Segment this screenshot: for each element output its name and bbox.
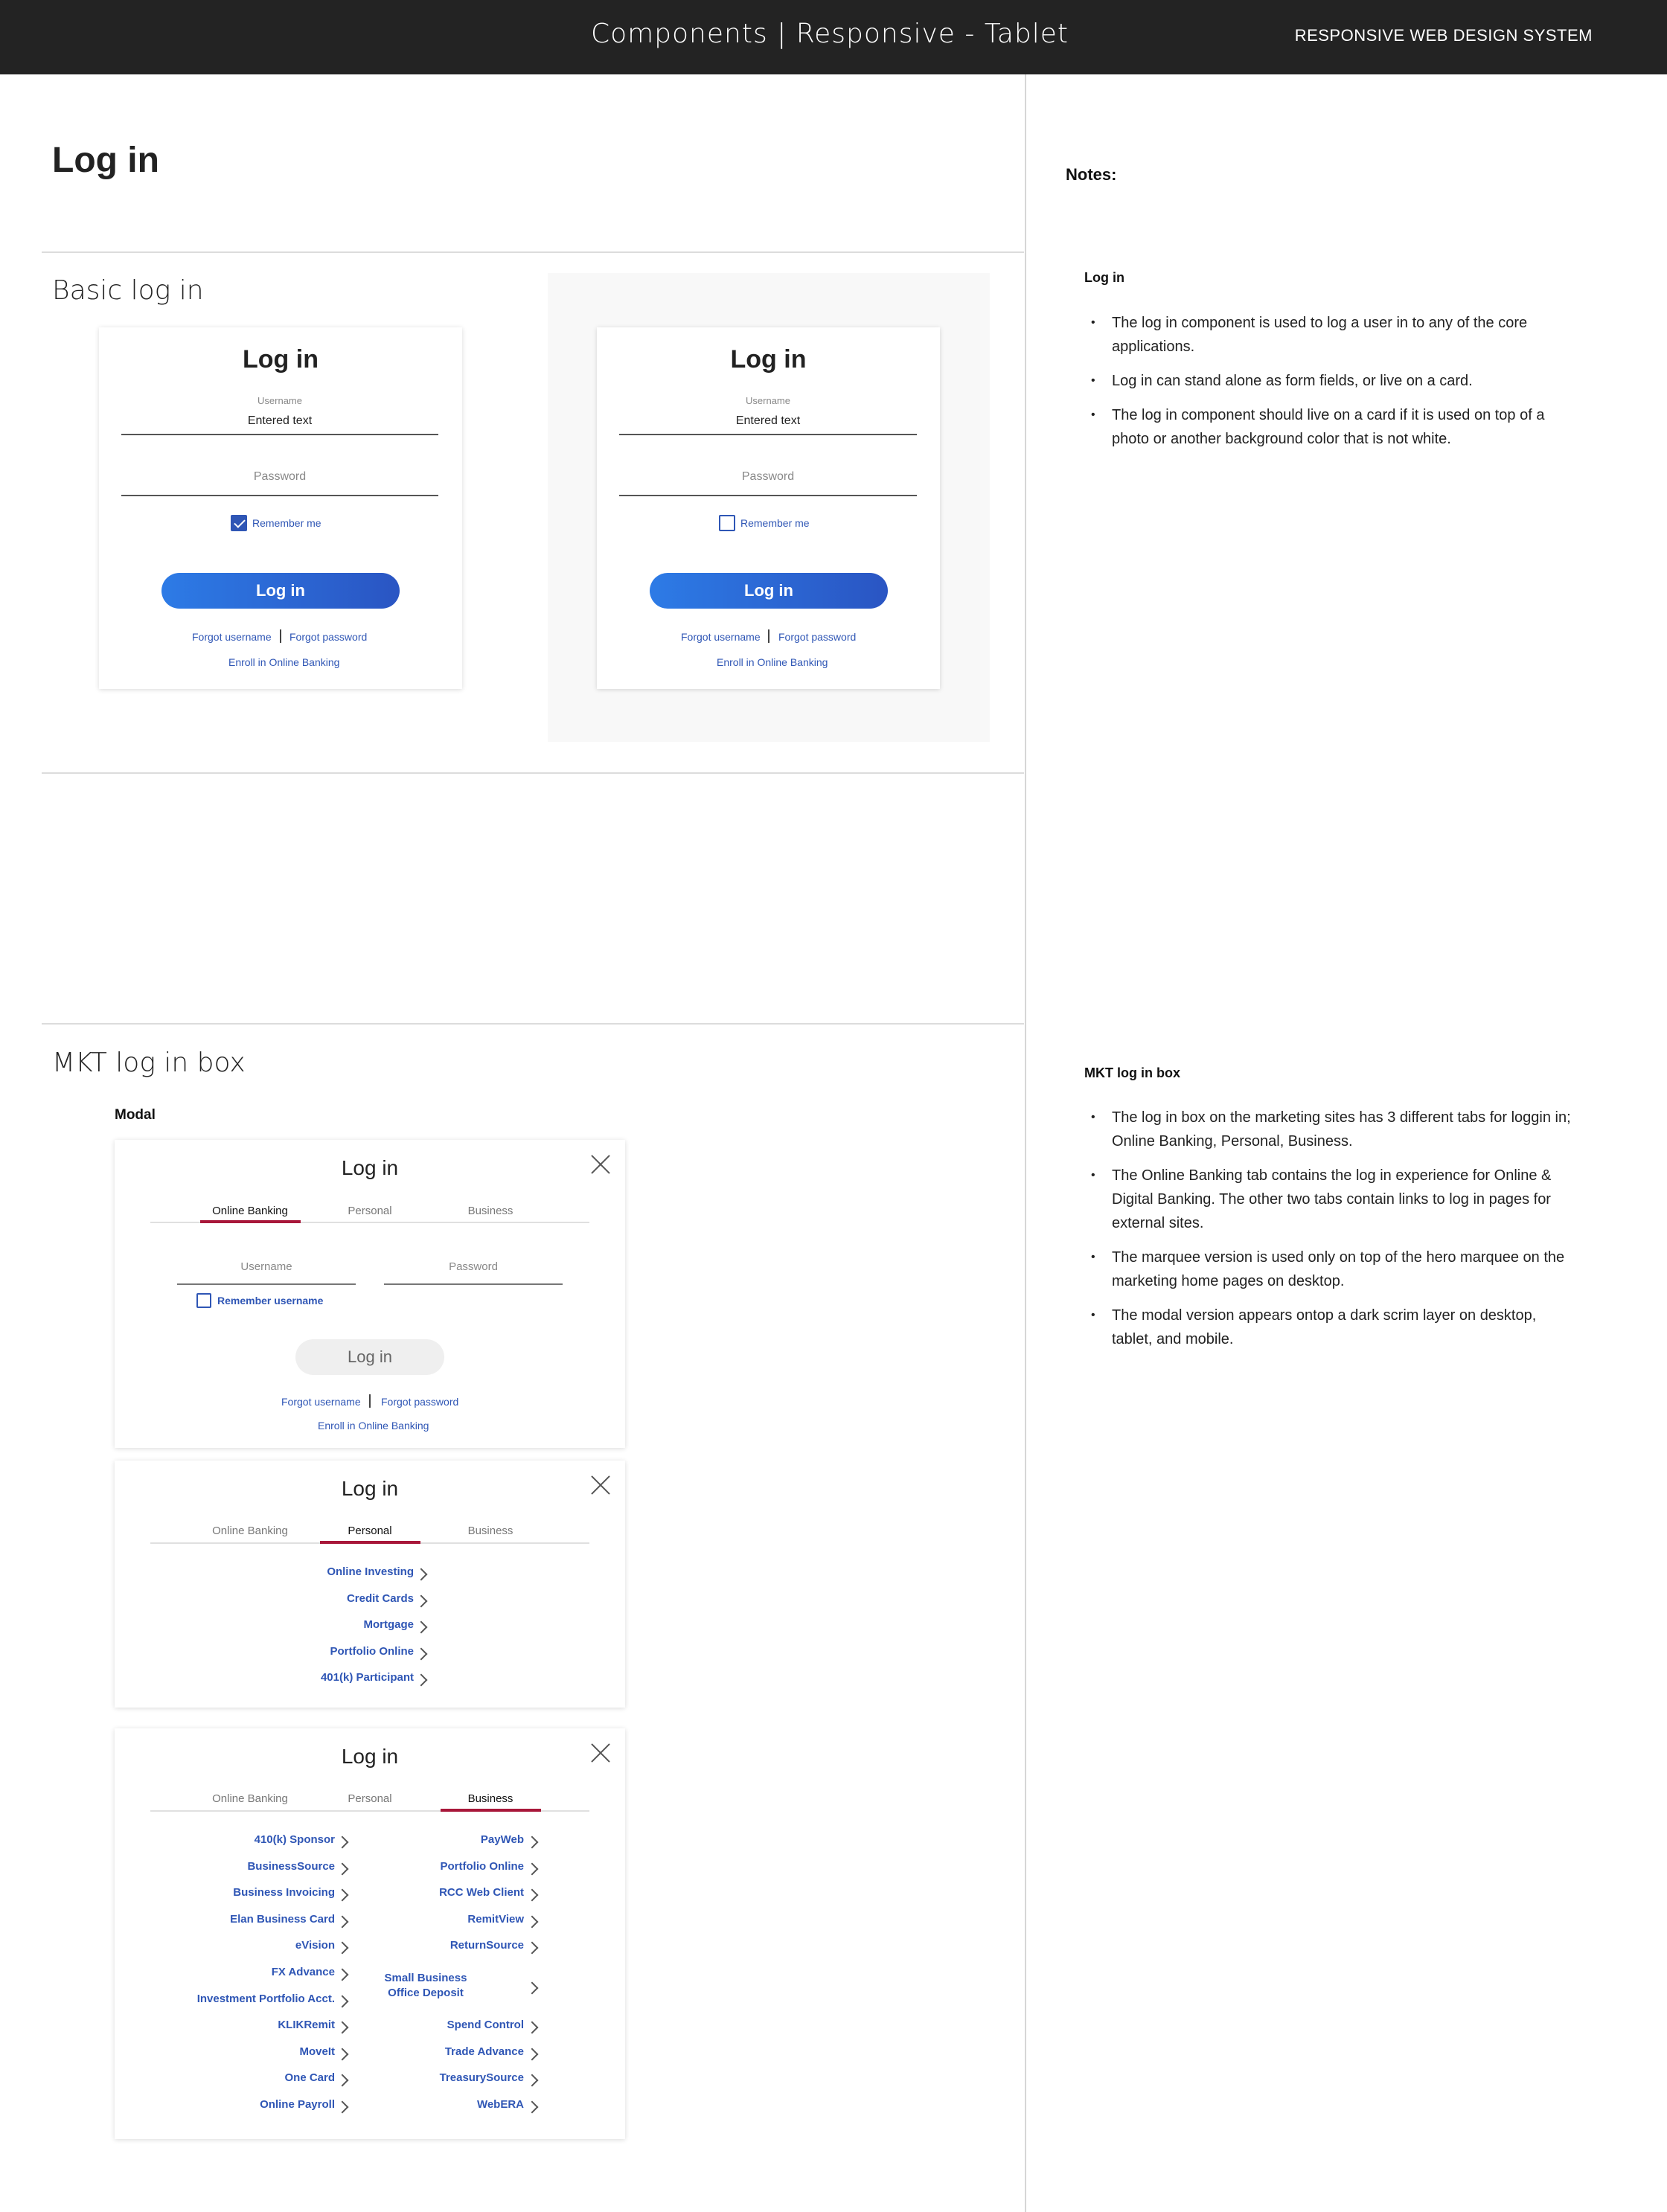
forgot-username-link[interactable]: Forgot username bbox=[681, 631, 761, 643]
login-modal-online-banking bbox=[115, 1140, 625, 1448]
forgot-username-link[interactable]: Forgot username bbox=[192, 631, 272, 643]
tab-online-banking[interactable]: Online Banking bbox=[212, 1525, 288, 1537]
link-credit-cards[interactable]: Credit Cards bbox=[346, 1592, 414, 1605]
tab-selected-indicator bbox=[320, 1541, 420, 1544]
username-input[interactable]: Entered text bbox=[735, 414, 801, 427]
username-label: Username bbox=[257, 395, 302, 406]
username-label: Username bbox=[746, 395, 790, 406]
tab-selected-indicator bbox=[200, 1220, 301, 1223]
chevron-right-icon bbox=[415, 1648, 428, 1661]
close-icon[interactable] bbox=[591, 1155, 610, 1174]
remember-me-checkbox[interactable] bbox=[231, 515, 247, 531]
header-title: Components | Responsive - Tablet bbox=[590, 19, 1069, 49]
tab-selected-indicator bbox=[441, 1809, 541, 1812]
forgot-password-link[interactable]: Forgot password bbox=[289, 631, 368, 643]
chevron-right-icon bbox=[526, 1863, 539, 1876]
login-modal-business bbox=[115, 1728, 625, 2139]
tab-personal[interactable]: Personal bbox=[348, 1205, 392, 1217]
business-link[interactable]: MoveIt bbox=[299, 2045, 335, 2058]
business-link[interactable]: FX Advance bbox=[271, 1966, 335, 1978]
notes-login-title: Log in bbox=[1084, 270, 1124, 285]
modal-label: Modal bbox=[115, 1107, 156, 1123]
chevron-right-icon bbox=[526, 1916, 539, 1929]
username-underline bbox=[619, 434, 917, 435]
note-item: • The log in box on the marketing sites has 3 different tabs for loggin in; Online Banking, Personal, Business. bbox=[1091, 1106, 1575, 1153]
chevron-right-icon bbox=[526, 1889, 539, 1902]
enroll-link[interactable]: Enroll in Online Banking bbox=[717, 656, 828, 668]
note-item: • The modal version appears ontop a dark scrim layer on desktop, tablet, and mobile. bbox=[1091, 1304, 1575, 1351]
chevron-right-icon bbox=[415, 1568, 428, 1581]
tab-personal[interactable]: Personal bbox=[348, 1525, 392, 1537]
login-card bbox=[597, 327, 940, 689]
link-separator bbox=[280, 629, 281, 643]
modal-title: Log in bbox=[341, 1745, 399, 1768]
chevron-right-icon bbox=[526, 2022, 539, 2034]
modal-title: Log in bbox=[341, 1156, 399, 1179]
tab-personal[interactable]: Personal bbox=[348, 1792, 392, 1805]
username-underline bbox=[177, 1283, 356, 1285]
enroll-link[interactable]: Enroll in Online Banking bbox=[318, 1420, 429, 1432]
business-link[interactable]: KLIKRemit bbox=[278, 2019, 335, 2031]
username-input[interactable]: Entered text bbox=[247, 414, 313, 427]
business-link[interactable]: Office Deposit bbox=[388, 1987, 464, 1999]
business-link[interactable]: Business Invoicing bbox=[233, 1886, 335, 1899]
chevron-right-icon bbox=[526, 2101, 539, 2114]
modal-title: Log in bbox=[341, 1477, 399, 1500]
business-link[interactable]: BusinessSource bbox=[247, 1860, 335, 1873]
tab-business[interactable]: Business bbox=[467, 1525, 513, 1537]
notes-mkt-list bbox=[1091, 1106, 1575, 1362]
remember-me-label: Remember me bbox=[252, 517, 321, 529]
note-item: • The marquee version is used only on top of the hero marquee on the marketing home pages on desktop. bbox=[1091, 1246, 1575, 1293]
business-link[interactable]: Portfolio Online bbox=[440, 1860, 524, 1873]
chevron-right-icon bbox=[415, 1674, 428, 1687]
business-link[interactable]: RCC Web Client bbox=[439, 1886, 524, 1899]
password-underline bbox=[121, 495, 438, 496]
close-icon[interactable] bbox=[591, 1475, 610, 1495]
note-item: • The log in component is used to log a user in to any of the core applications. bbox=[1091, 311, 1575, 359]
link-online-investing[interactable]: Online Investing bbox=[327, 1565, 414, 1578]
notes-heading: Notes: bbox=[1066, 165, 1117, 184]
divider bbox=[42, 772, 1024, 774]
top-bar bbox=[0, 0, 1667, 74]
business-link[interactable]: Investment Portfolio Acct. bbox=[196, 1993, 335, 2005]
password-input[interactable]: Password bbox=[741, 470, 795, 483]
business-link[interactable]: Trade Advance bbox=[444, 2045, 524, 2058]
password-input[interactable]: Password bbox=[253, 470, 307, 483]
business-link[interactable]: eVision bbox=[295, 1939, 335, 1952]
business-link[interactable]: 410(k) Sponsor bbox=[254, 1833, 335, 1846]
chevron-right-icon bbox=[526, 1982, 539, 1995]
enroll-link[interactable]: Enroll in Online Banking bbox=[228, 656, 340, 668]
forgot-username-link[interactable]: Forgot username bbox=[281, 1396, 361, 1408]
link-separator bbox=[768, 629, 769, 643]
chevron-right-icon bbox=[415, 1621, 428, 1634]
business-link[interactable]: Online Payroll bbox=[260, 2098, 335, 2111]
remember-me-checkbox[interactable] bbox=[719, 515, 735, 531]
divider bbox=[42, 1023, 1024, 1025]
forgot-password-link[interactable]: Forgot password bbox=[778, 631, 857, 643]
chevron-right-icon bbox=[415, 1595, 428, 1608]
username-input[interactable]: Username bbox=[240, 1260, 292, 1273]
username-underline bbox=[121, 434, 438, 435]
chevron-right-icon bbox=[526, 2074, 539, 2087]
tab-online-banking[interactable]: Online Banking bbox=[212, 1205, 288, 1217]
business-link[interactable]: One Card bbox=[284, 2071, 335, 2084]
business-link[interactable]: Elan Business Card bbox=[230, 1913, 335, 1926]
remember-me-label: Remember me bbox=[740, 517, 810, 529]
link-401k-participant[interactable]: 401(k) Participant bbox=[320, 1671, 414, 1684]
password-underline bbox=[619, 495, 917, 496]
password-input[interactable]: Password bbox=[449, 1260, 498, 1273]
forgot-password-link[interactable]: Forgot password bbox=[381, 1396, 459, 1408]
card-title: Log in bbox=[730, 345, 807, 374]
page-title: Log in bbox=[52, 141, 159, 180]
chevron-right-icon bbox=[526, 2048, 539, 2061]
login-card bbox=[99, 327, 462, 689]
link-separator bbox=[369, 1394, 371, 1408]
login-modal-personal bbox=[115, 1461, 625, 1708]
link-portfolio-online[interactable]: Portfolio Online bbox=[330, 1645, 414, 1658]
note-item: • Log in can stand alone as form fields, or live on a card. bbox=[1091, 369, 1575, 393]
divider bbox=[42, 251, 1024, 253]
login-button[interactable]: Log in bbox=[650, 573, 888, 609]
section-title-mkt: MKT log in box bbox=[52, 1048, 246, 1078]
link-mortgage[interactable]: Mortgage bbox=[363, 1618, 414, 1631]
section-title-basic: Basic log in bbox=[52, 275, 204, 306]
close-icon[interactable] bbox=[591, 1743, 610, 1763]
tab-online-banking[interactable]: Online Banking bbox=[212, 1792, 288, 1805]
tab-business[interactable]: Business bbox=[467, 1205, 513, 1217]
note-item: • The Online Banking tab contains the log in experience for Online & Digital Banking. The other two tabs contain links to log in pages for external sites. bbox=[1091, 1164, 1575, 1235]
business-link[interactable]: Spend Control bbox=[447, 2019, 524, 2031]
chevron-right-icon bbox=[526, 1942, 539, 1955]
remember-username-checkbox[interactable] bbox=[196, 1293, 211, 1308]
business-link[interactable]: PayWeb bbox=[480, 1833, 524, 1846]
login-button[interactable]: Log in bbox=[295, 1339, 444, 1375]
business-link[interactable]: WebERA bbox=[476, 2098, 524, 2111]
login-button[interactable]: Log in bbox=[161, 573, 400, 609]
remember-username-label: Remember username bbox=[217, 1295, 324, 1307]
note-item: • The log in component should live on a card if it is used on top of a photo or another background color that is not white. bbox=[1091, 403, 1575, 451]
tab-business[interactable]: Business bbox=[467, 1792, 513, 1805]
notes-mkt-title: MKT log in box bbox=[1084, 1065, 1180, 1080]
password-underline bbox=[384, 1283, 563, 1285]
business-link[interactable]: ReturnSource bbox=[449, 1939, 524, 1952]
business-link[interactable]: RemitView bbox=[467, 1913, 524, 1926]
business-link[interactable]: Small Business bbox=[384, 1972, 467, 1984]
chevron-right-icon bbox=[526, 1836, 539, 1849]
header-right-label: RESPONSIVE WEB DESIGN SYSTEM bbox=[1294, 26, 1593, 45]
card-title: Log in bbox=[243, 345, 319, 374]
notes-login-list bbox=[1091, 311, 1575, 461]
business-link[interactable]: TreasurySource bbox=[439, 2071, 524, 2084]
vertical-divider bbox=[1025, 74, 1026, 2212]
